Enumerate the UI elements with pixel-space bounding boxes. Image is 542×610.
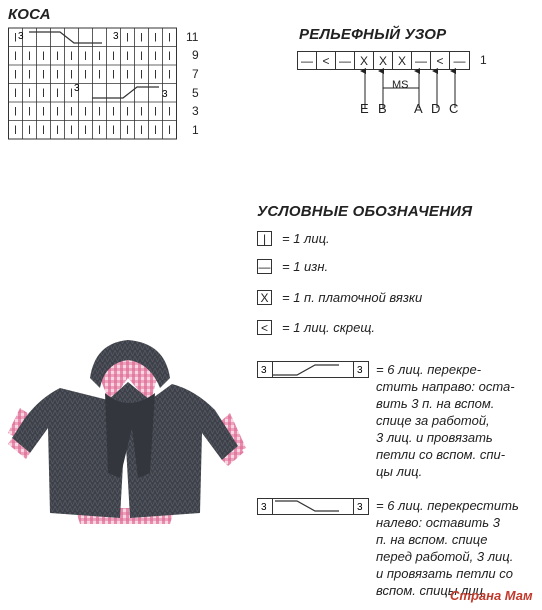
relief-letter-d: D	[431, 101, 441, 116]
cable-left-symbol-icon	[257, 498, 369, 516]
symbol-purl-icon: —	[258, 259, 271, 274]
legend-twisted-knit-text: = 1 лиц. скрещ.	[282, 320, 376, 335]
cable-right-line: 3 лиц. и провязать	[376, 430, 493, 445]
relief-cell: X	[355, 52, 374, 69]
relief-cell: —	[298, 52, 317, 69]
kosa-title: КОСА	[8, 6, 51, 23]
relief-cell: <	[317, 52, 336, 69]
cable-left-line: и провязать петли со	[376, 566, 513, 581]
cable-right-num-right: 3	[357, 365, 363, 376]
relief-ms-label: MS	[392, 79, 409, 91]
symbol-garter-icon: X	[257, 290, 272, 305]
cable-right-line: стить направо: оста-	[376, 379, 515, 394]
kosa-cell-label-mid-left: 3	[74, 83, 80, 94]
cable-right-description	[376, 361, 515, 480]
relief-cell: —	[336, 52, 355, 69]
cable-left-line: вспом. спицы лиц.	[376, 583, 487, 598]
cable-left-num-right: 3	[357, 502, 363, 513]
relief-letter-b: B	[378, 101, 387, 116]
cable-right-line: вить 3 п. на вспом.	[376, 396, 495, 411]
relief-cell: X	[374, 52, 393, 69]
kosa-row-number-5: 5	[192, 86, 199, 100]
relief-title: РЕЛЬЕФНЫЙ УЗОР	[299, 26, 447, 43]
symbol-twisted-knit-icon: <	[257, 320, 272, 335]
cable-left-description	[376, 497, 519, 599]
legend-title: УСЛОВНЫЕ ОБОЗНАЧЕНИЯ	[257, 203, 473, 220]
relief-cell: X	[393, 52, 412, 69]
cable-left-num-left: 3	[261, 502, 267, 513]
legend-garter-text: = 1 п. платочной вязки	[282, 290, 423, 305]
cable-right-line: петли со вспом. спи-	[376, 447, 506, 462]
relief-letter-a: A	[414, 101, 423, 116]
cable-left-line: налево: оставить 3	[376, 515, 500, 530]
relief-row-number: 1	[480, 53, 487, 67]
kosa-row-number-11: 11	[186, 30, 199, 44]
relief-letter-c: C	[449, 101, 459, 116]
legend-purl-text: = 1 изн.	[282, 259, 329, 274]
cable-right-line: = 6 лиц. перекре-	[376, 362, 482, 377]
kosa-row-number-1: 1	[192, 123, 199, 137]
cable-right-line: спице за работой,	[376, 413, 490, 428]
knitted-jacket-image	[0, 338, 250, 528]
relief-cell: <	[431, 52, 450, 69]
cable-right-line: цы лиц.	[376, 464, 423, 479]
cable-right-symbol-icon	[257, 361, 369, 379]
kosa-row-number-9: 9	[192, 48, 199, 62]
cable-left-line: перед работой, 3 лиц.	[376, 549, 514, 564]
kosa-cell-label-top-left: 3	[18, 31, 24, 42]
cable-left-line: = 6 лиц. перекрестить	[376, 498, 519, 513]
relief-cell: —	[450, 52, 469, 69]
symbol-knit-icon: |	[257, 231, 272, 246]
kosa-chart-grid	[8, 27, 183, 143]
relief-cell: —	[412, 52, 431, 69]
relief-letter-e: E	[360, 101, 369, 116]
cable-left-line: п. на вспом. спице	[376, 532, 488, 547]
cable-right-num-left: 3	[261, 365, 267, 376]
site-watermark: Страна Мам	[450, 588, 533, 603]
kosa-row-number-7: 7	[192, 67, 199, 81]
kosa-cell-label-mid-right: 3	[162, 89, 168, 100]
kosa-cell-label-top-right: 3	[113, 31, 119, 42]
kosa-row-number-3: 3	[192, 104, 199, 118]
legend-knit-text: = 1 лиц.	[282, 231, 330, 246]
